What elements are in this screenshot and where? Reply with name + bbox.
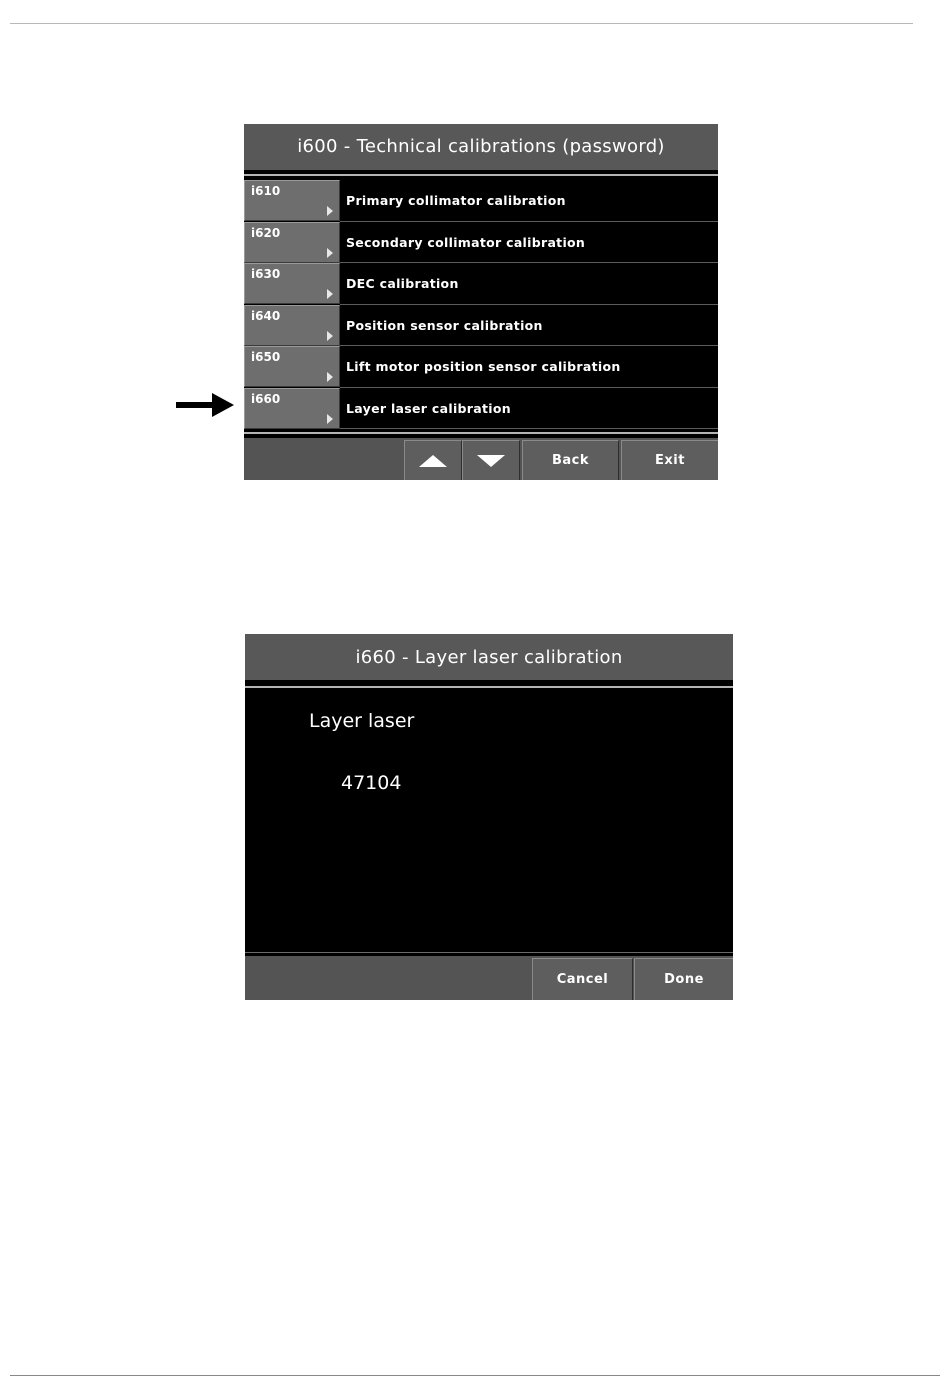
menu-code-label: i650 [251, 350, 281, 364]
triangle-up-icon [419, 455, 447, 467]
menu-item-label[interactable]: Lift motor position sensor calibration [346, 359, 621, 374]
screen2-footer [245, 956, 733, 1000]
menu-item-label[interactable]: Secondary collimator calibration [346, 234, 586, 250]
screen2-title: i660 - Layer laser calibration [245, 634, 733, 682]
scroll-up-button[interactable] [404, 440, 462, 480]
chevron-right-icon [327, 206, 333, 216]
content-bottom-divider [245, 952, 733, 953]
screen1-footer [244, 438, 718, 480]
menu-code-label: i620 [251, 225, 281, 240]
chevron-right-icon [327, 289, 333, 299]
exit-button[interactable]: Exit [621, 440, 718, 480]
scroll-down-button[interactable] [462, 440, 520, 480]
chevron-right-icon [327, 414, 333, 424]
menu-row-i660[interactable] [244, 388, 718, 430]
triangle-down-icon [477, 455, 505, 467]
parameter-label: Layer laser [309, 710, 415, 732]
page-top-rule [10, 23, 913, 24]
title-divider [244, 174, 718, 176]
title-divider [245, 686, 733, 688]
chevron-right-icon [327, 248, 333, 258]
page-bottom-rule [10, 1375, 940, 1376]
menu-code-button[interactable] [244, 222, 340, 263]
menu-code-label: i610 [251, 184, 281, 198]
screen-layer-laser-calibration [245, 634, 733, 1000]
menu-code-label: i660 [251, 391, 281, 406]
menu-row-i610[interactable] [244, 180, 718, 222]
menu-row-i630[interactable] [244, 263, 718, 305]
menu-row-i650[interactable] [244, 346, 718, 388]
menu-row-i620[interactable] [244, 222, 718, 264]
menu-code-button[interactable] [244, 305, 340, 346]
menu-item-label[interactable]: Layer laser calibration [346, 400, 511, 416]
done-button[interactable]: Done [634, 958, 733, 1000]
menu-code-button[interactable] [244, 263, 340, 304]
cancel-button[interactable]: Cancel [532, 958, 633, 1000]
calibration-menu [244, 180, 718, 429]
menu-code-label: i630 [251, 267, 281, 281]
menu-code-button[interactable] [244, 388, 340, 429]
back-button[interactable]: Back [522, 440, 619, 480]
menu-item-label[interactable]: Primary collimator calibration [346, 193, 566, 208]
screen-technical-calibrations [244, 124, 718, 480]
menu-item-label[interactable]: Position sensor calibration [346, 317, 543, 333]
screen1-title: i600 - Technical calibrations (password) [244, 124, 718, 172]
chevron-right-icon [327, 331, 333, 341]
right-arrow-icon [176, 393, 234, 417]
parameter-value: 47104 [341, 772, 402, 794]
menu-code-button[interactable] [244, 180, 340, 221]
chevron-right-icon [327, 372, 333, 382]
menu-item-label[interactable]: DEC calibration [346, 276, 459, 291]
menu-bottom-divider [244, 432, 718, 434]
row-divider [340, 428, 718, 429]
menu-row-i640[interactable] [244, 305, 718, 347]
menu-code-button[interactable] [244, 346, 340, 387]
menu-code-label: i640 [251, 308, 281, 323]
